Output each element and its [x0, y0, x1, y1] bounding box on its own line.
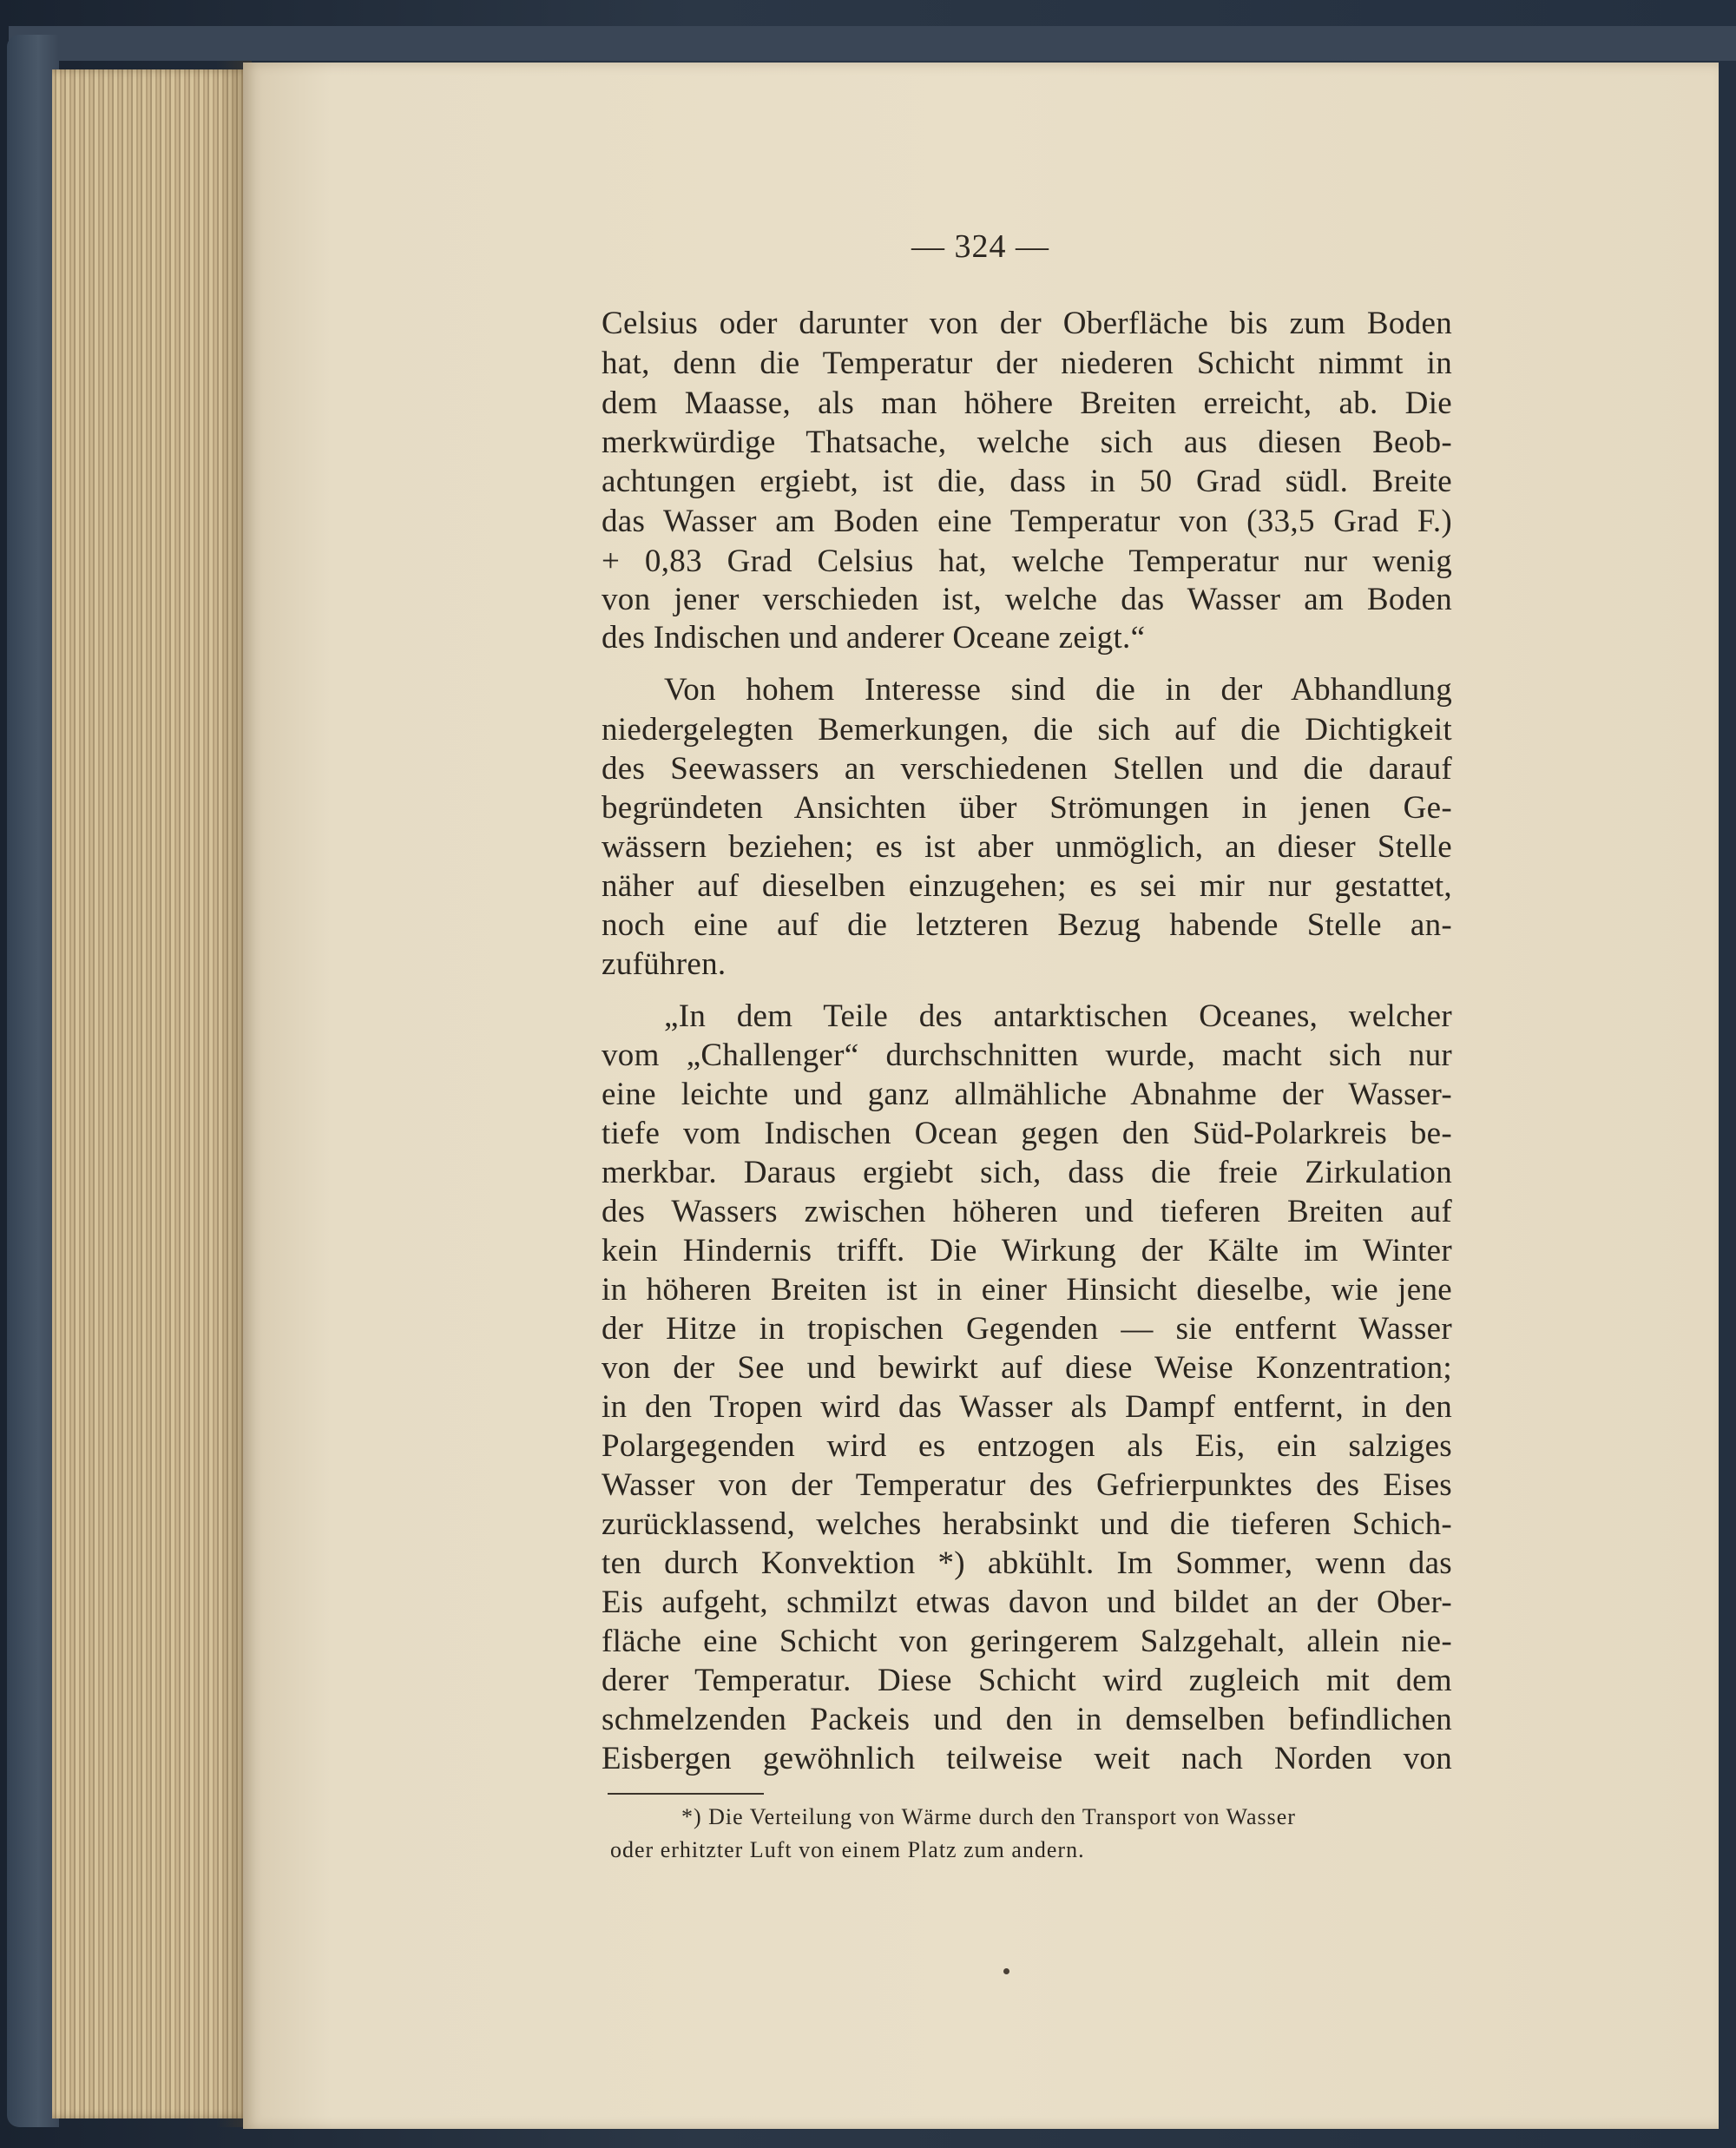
- text-line: derer Temperatur. Diese Schicht wird zugleich mit dem: [602, 1663, 1452, 1698]
- text-line: achtungen ergiebt, ist die, dass in 50 Grad südl. Breite: [602, 464, 1452, 499]
- text-line: näher auf dieselben einzugehen; es sei mir nur gestattet,: [602, 868, 1452, 904]
- text-line: vom „Challenger“ durchschnitten wurde, macht sich nur: [602, 1038, 1452, 1073]
- text-line: kein Hindernis trifft. Die Wirkung der Kälte im Winter: [602, 1233, 1452, 1268]
- text-line: des Indischen und anderer Oceane zeigt.“: [602, 620, 1146, 656]
- text-line: eine leichte und ganz allmähliche Abnahme der Wasser-: [602, 1077, 1452, 1112]
- footnote-divider: [608, 1793, 764, 1795]
- text-line: zurücklassend, welches herabsinkt und die tieferen Schich-: [602, 1506, 1452, 1542]
- text-line: Eisbergen gewöhnlich teilweise weit nach Norden von: [602, 1741, 1452, 1776]
- footnote-line: oder erhitzter Luft von einem Platz zum andern.: [610, 1837, 1085, 1862]
- text-line: Polargegenden wird es entzogen als Eis, ein salziges: [602, 1428, 1452, 1464]
- text-line: in den Tropen wird das Wasser als Dampf entfernt, in den: [602, 1389, 1452, 1425]
- cover-top-edge: [9, 26, 1736, 61]
- text-line: niedergelegten Bemerkungen, die sich auf die Dichtigkeit: [602, 712, 1452, 748]
- cover-spine-edge: [7, 35, 59, 2127]
- text-line: dem Maasse, als man höhere Breiten erreicht, ab. Die: [602, 385, 1452, 421]
- text-line: ten durch Konvektion *) abkühlt. Im Sommer, wenn das: [602, 1545, 1452, 1581]
- text-line: des Wassers zwischen höheren und tieferen Breiten auf: [602, 1194, 1452, 1229]
- text-line: der Hitze in tropischen Gegenden — sie entfernt Wasser: [602, 1311, 1452, 1347]
- text-line: zuführen.: [602, 946, 727, 982]
- text-line: Von hohem Interesse sind die in der Abhandlung: [664, 672, 1452, 708]
- text-line: das Wasser am Boden eine Temperatur von (33,5 Grad F.): [602, 504, 1452, 539]
- text-line: schmelzenden Packeis und den in demselben befindlichen: [602, 1702, 1452, 1737]
- text-line: von jener verschieden ist, welche das Wasser am Boden: [602, 582, 1452, 617]
- text-line: hat, denn die Temperatur der niederen Schicht nimmt in: [602, 346, 1452, 381]
- text-line: Eis aufgeht, schmilzt etwas davon und bildet an der Ober-: [602, 1585, 1452, 1620]
- footnote-line: *) Die Verteilung von Wärme durch den Transport von Wasser: [681, 1804, 1296, 1829]
- printer-mark: [1003, 1968, 1009, 1974]
- page-number: — 324 —: [911, 228, 1049, 265]
- text-line: des Seewassers an verschiedenen Stellen und die darauf: [602, 751, 1452, 787]
- text-line: von der See und bewirkt auf diese Weise Konzentration;: [602, 1350, 1452, 1386]
- text-line: merkbar. Daraus ergiebt sich, dass die freie Zirkulation: [602, 1155, 1452, 1190]
- text-line: wässern beziehen; es ist aber unmöglich, an dieser Stelle: [602, 829, 1452, 865]
- text-line: + 0,83 Grad Celsius hat, welche Temperatur nur wenig: [602, 544, 1452, 579]
- text-line: begründeten Ansichten über Strömungen in jenen Ge-: [602, 790, 1452, 826]
- text-line: fläche eine Schicht von geringerem Salzgehalt, allein nie-: [602, 1624, 1452, 1659]
- text-line: Celsius oder darunter von der Oberfläche bis zum Boden: [602, 306, 1452, 341]
- text-line: in höheren Breiten ist in einer Hinsicht dieselbe, wie jene: [602, 1272, 1452, 1308]
- text-line: noch eine auf die letzteren Bezug habende Stelle an-: [602, 907, 1452, 943]
- text-line: merkwürdige Thatsache, welche sich aus diesen Beob-: [602, 425, 1452, 460]
- text-line: tiefe vom Indischen Ocean gegen den Süd-Polarkreis be-: [602, 1116, 1452, 1151]
- text-line: Wasser von der Temperatur des Gefrierpunktes des Eises: [602, 1467, 1452, 1503]
- text-line: „In dem Teile des antarktischen Oceanes, welcher: [664, 998, 1452, 1034]
